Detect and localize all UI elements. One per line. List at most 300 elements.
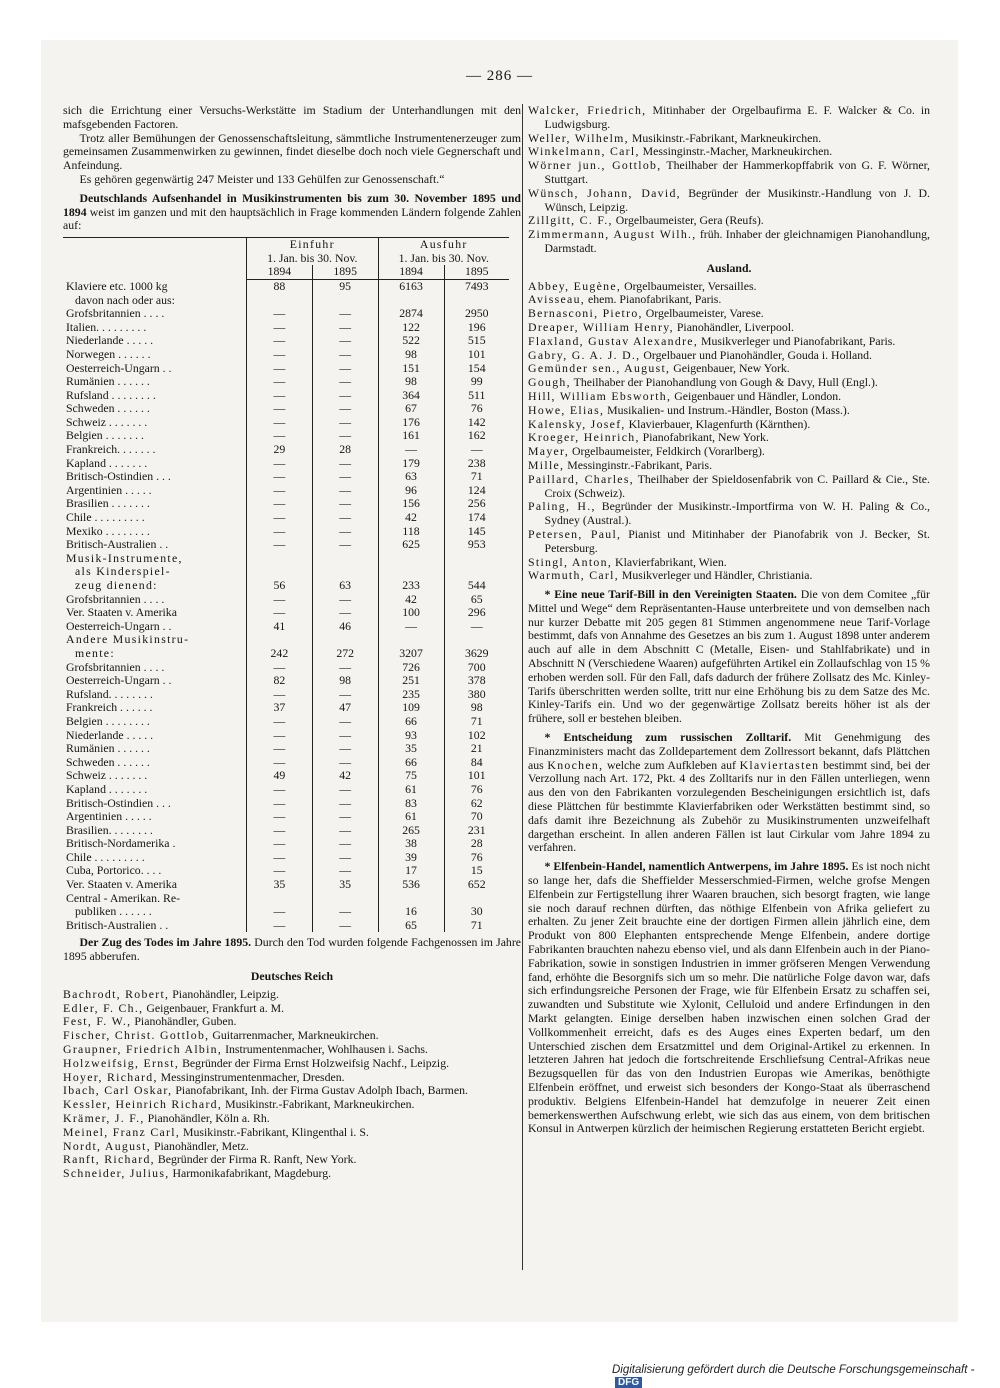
cell-a94: 118 — [378, 525, 444, 539]
table-row — [63, 402, 509, 416]
row-label: Chile . . . . . . . . . — [66, 511, 145, 525]
obituary-entry — [63, 1112, 521, 1126]
cell-e94: — — [247, 905, 313, 919]
row-label: Schweden . . . . . . — [66, 402, 150, 416]
intro-paragraph: Trotz aller Bemühungen der Genossenschaftsleitung, sämmtliche Instrumentenerzeuger zum gemeinsamen Zusammenwirken zu gewinnen, findet dieselbe doch noch viele Gegnerschaft und Anfeindung. — [63, 130, 521, 173]
table-row — [63, 797, 509, 811]
table-row — [63, 538, 509, 552]
cell-a95: 101 — [444, 348, 509, 362]
cell-a95 — [444, 892, 509, 906]
table-row — [63, 674, 509, 688]
obituary-entry — [528, 528, 930, 556]
row-label: Rufsland . . . . . . . . — [66, 388, 156, 402]
period-header: 1. Jan. bis 30. Nov. — [378, 252, 509, 266]
cell-a95: 71 — [444, 715, 509, 729]
row-label: Frankreich. . . . . . . — [66, 443, 156, 457]
obituary-name: Gough, — [528, 375, 571, 390]
cell-a95: 62 — [444, 797, 509, 811]
cell-e94: — — [247, 824, 313, 838]
table-row — [63, 511, 509, 525]
obituary-name: Bachrodt, Robert, — [63, 986, 170, 1001]
obituary-entry — [63, 1057, 521, 1071]
row-label: Belgien . . . . . . . — [66, 429, 144, 443]
obituary-entry — [528, 459, 930, 473]
cell-e94 — [247, 565, 313, 579]
obituary-desc: ehem. Pianofabrikant, Paris. — [587, 292, 722, 307]
obituary-desc: Pianohändler, Leipzig. — [172, 986, 279, 1001]
cell-e94: 56 — [247, 579, 313, 593]
cell-e94: — — [247, 525, 313, 539]
obituary-entry — [528, 187, 930, 215]
cell-e94: — — [247, 606, 313, 620]
obituary-name: Mayer, — [528, 444, 570, 459]
cell-e94: — — [247, 688, 313, 702]
obituary-entry — [528, 104, 930, 132]
table-row — [63, 864, 509, 878]
zolltarif-text: Mit Genehmigung des Finanzministers macht das Zolldepartement dem Zollressort bekannt, dafs Plättchen aus — [528, 730, 930, 772]
cell-e94: — — [247, 375, 313, 389]
table-row — [63, 389, 509, 403]
table-row — [63, 606, 509, 620]
table-row — [63, 892, 509, 906]
obituary-desc: früh. Inhaber der gleichnamigen Pianohandlung, Darmstadt. — [544, 227, 930, 255]
cell-e95: — — [312, 538, 378, 552]
table-row — [63, 837, 509, 851]
table-row — [63, 729, 509, 743]
cell-a95: 3629 — [444, 647, 509, 661]
cell-e94: — — [247, 810, 313, 824]
table-row — [63, 321, 509, 335]
cell-a94: 176 — [378, 416, 444, 430]
cell-e95 — [312, 565, 378, 579]
cell-e95: 95 — [312, 279, 378, 293]
obituary-name: Fischer, Christ. Gottlob, — [63, 1028, 210, 1043]
cell-a95: 162 — [444, 429, 509, 443]
obituary-desc: Musikinstr.-Fabrikant, Klingenthal i. S. — [183, 1124, 369, 1139]
table-row — [63, 715, 509, 729]
obituary-desc: Guitarrenmacher, Markneukirchen. — [212, 1028, 379, 1043]
obituary-desc: Begründer der Firma Ernst Holzweifsig Nachf., Leipzig. — [182, 1055, 450, 1070]
obituary-desc: Pianohändler, Guben. — [134, 1014, 237, 1029]
obituary-name: Stingl, Anton, — [528, 554, 613, 569]
cell-a95: 124 — [444, 484, 509, 498]
trade-table-body — [63, 279, 509, 932]
obituary-entry — [63, 1071, 521, 1085]
obituary-entry — [528, 145, 930, 159]
cell-a94: 42 — [378, 593, 444, 607]
cell-a95: — — [444, 620, 509, 634]
cell-e95: — — [312, 851, 378, 865]
cell-a94: 39 — [378, 851, 444, 865]
row-label: zeug dienend: — [75, 579, 158, 593]
table-row — [63, 348, 509, 362]
cell-a94: 179 — [378, 457, 444, 471]
cell-a95: 7493 — [444, 279, 509, 293]
table-row — [63, 701, 509, 715]
cell-e95: — — [312, 429, 378, 443]
cell-e94: — — [247, 334, 313, 348]
obituary-entry — [63, 988, 521, 1002]
cell-a94: 364 — [378, 389, 444, 403]
cell-e94: — — [247, 416, 313, 430]
obituary-entry — [63, 1015, 521, 1029]
cell-a94: 2874 — [378, 307, 444, 321]
tarif-heading: * Eine neue Tarif-Bill in den Vereinigten Staaten. — [544, 587, 797, 602]
obituary-desc: Orgelbauer und Pianohändler, Gouda i. Holland. — [643, 347, 872, 362]
scanned-page — [41, 40, 958, 1322]
obituary-name: Krämer, J. F., — [63, 1111, 145, 1126]
obituary-entry — [528, 418, 930, 432]
zolltarif-text: bestimmt sind, bei der Verzollung nach Art. 172, Pkt. 4 des Zolltarifs nur in den Fällen unterliegen, wenn aus den von den Fabrikanten vorzulegenden Bescheinigungen ersichtlich ist, dafs diese Plättchen für bestimmte Klavierfabriken oder Werkstätten bestimmt sind, so dafs damit ihre Bezeichnung als Zubehör zu Musikinstrumenten unzweifelhaft dargethan erscheint. In allen anderen Fällen ist laut Cirkular vom Jahre 1894 zu verfahren. — [528, 757, 931, 855]
row-label: Central - Amerikan. Re- — [66, 891, 180, 905]
obituary-entry — [528, 335, 930, 349]
cell-e95: — — [312, 511, 378, 525]
cell-a95: 154 — [444, 362, 509, 376]
obituary-name: Kessler, Heinrich Richard, — [63, 1097, 223, 1112]
table-row — [63, 565, 509, 579]
obituary-entry — [528, 569, 930, 583]
cell-e95: — — [312, 470, 378, 484]
obituary-entry — [528, 362, 930, 376]
cell-a94: 98 — [378, 348, 444, 362]
obituary-name: Paling, H., — [528, 499, 596, 514]
obituary-entry — [63, 1153, 521, 1167]
cell-a94: 161 — [378, 429, 444, 443]
row-label: Schweden . . . . . . — [66, 755, 150, 769]
table-row — [63, 429, 509, 443]
cell-a94: 122 — [378, 321, 444, 335]
cell-a95 — [444, 565, 509, 579]
cell-a94: 726 — [378, 661, 444, 675]
obituary-name: Edler, F. Ch., — [63, 1000, 144, 1015]
cell-e94: — — [247, 715, 313, 729]
obituary-entry — [63, 1043, 521, 1057]
row-label: Niederlande . . . . . — [66, 334, 154, 348]
cell-e95: — — [312, 525, 378, 539]
obituary-name: Paillard, Charles, — [528, 471, 634, 486]
zolltarif-text: welche zum Aufkleben auf — [607, 757, 736, 772]
year-header: 1894 — [247, 265, 313, 279]
cell-a94: 235 — [378, 688, 444, 702]
obituary-desc: Musikverleger und Pianofabrikant, Paris. — [701, 333, 896, 348]
cell-a94 — [378, 552, 444, 566]
cell-a95: 2950 — [444, 307, 509, 321]
period-header: 1. Jan. bis 30. Nov. — [247, 252, 379, 266]
cell-e94: 29 — [247, 443, 313, 457]
obituary-entry — [528, 349, 930, 363]
cell-e94: — — [247, 402, 313, 416]
obituary-desc: Pianohändler, Liverpool. — [676, 319, 794, 334]
column-rule — [522, 104, 523, 1270]
row-label: Schweiz . . . . . . . — [66, 415, 148, 429]
cell-a94: 66 — [378, 715, 444, 729]
obituary-desc: Mitinhaber der Orgelbaufirma E. F. Walcker & Co. in Ludwigsburg. — [544, 103, 930, 131]
obituary-desc: Geigenbauer und Händler, London. — [674, 388, 842, 403]
cell-e95: — — [312, 321, 378, 335]
cell-e94: — — [247, 362, 313, 376]
zolltarif-heading: * Entscheidung zum russischen Zolltarif. — [544, 730, 792, 745]
obituary-entry — [528, 214, 930, 228]
table-row — [63, 919, 509, 933]
row-label: publiken . . . . . . — [75, 905, 152, 919]
left-column — [63, 104, 521, 1181]
obituary-desc: Klavierbauer, Klagenfurth (Kärnthen). — [628, 416, 811, 431]
cell-e94: — — [247, 837, 313, 851]
cell-a95: 70 — [444, 810, 509, 824]
page-number: — 286 — — [466, 68, 533, 84]
row-label: Brasilien . . . . . . . — [66, 497, 150, 511]
cell-e94: 37 — [247, 701, 313, 715]
table-row — [63, 334, 509, 348]
cell-e94: — — [247, 661, 313, 675]
cell-e94 — [247, 294, 313, 308]
table-row — [63, 688, 509, 702]
obituary-entry — [528, 445, 930, 459]
obituary-name: Gabry, G. A. J. D., — [528, 347, 641, 362]
cell-e95: — — [312, 919, 378, 933]
cell-e95: — — [312, 457, 378, 471]
obituary-entry — [63, 1002, 521, 1016]
cell-a94: 61 — [378, 810, 444, 824]
cell-a95: 296 — [444, 606, 509, 620]
cell-a94: 151 — [378, 362, 444, 376]
table-row — [63, 620, 509, 634]
elfenbein-heading: * Elfenbein-Handel, namentlich Antwerpens, im Jahre 1895. — [544, 859, 849, 874]
cell-a94: 98 — [378, 375, 444, 389]
cell-e95: — — [312, 362, 378, 376]
obituary-name: Nordt, August, — [63, 1138, 152, 1153]
obituary-name: Wünsch, Johann, David, — [528, 185, 681, 200]
table-row — [63, 905, 509, 919]
cell-e95: — — [312, 334, 378, 348]
cell-a94: 61 — [378, 783, 444, 797]
obituary-name: Wörner jun., Gottlob, — [528, 158, 662, 173]
cell-e95: — — [312, 905, 378, 919]
cell-e94: — — [247, 497, 313, 511]
cell-a94: 35 — [378, 742, 444, 756]
cell-e95: — — [312, 606, 378, 620]
obituary-desc: Instrumentenmacher, Wohlhausen i. Sachs. — [225, 1042, 428, 1057]
table-row — [63, 878, 509, 892]
cell-e95: — — [312, 688, 378, 702]
obituary-name: Ibach, Carl Oskar, — [63, 1083, 173, 1098]
row-label: Kapland . . . . . . . — [66, 456, 148, 470]
elfenbein-article — [528, 860, 930, 1136]
obituary-name: Bernasconi, Pietro, — [528, 306, 643, 321]
digitization-footer — [612, 1364, 996, 1388]
obituary-entry — [63, 1140, 521, 1154]
obituary-desc: Musikinstr.-Fabrikant, Markneukirchen. — [631, 130, 822, 145]
cell-a94 — [378, 565, 444, 579]
cell-e95: 63 — [312, 579, 378, 593]
cell-a95: 238 — [444, 457, 509, 471]
obituary-entry — [63, 1126, 521, 1140]
cell-e95: 46 — [312, 620, 378, 634]
obituary-desc: Orgelbaumeister, Feldkirch (Vorarlberg). — [572, 444, 765, 459]
cell-a95: 76 — [444, 851, 509, 865]
row-label: Andere Musikinstru- — [66, 633, 190, 647]
cell-a95: 76 — [444, 783, 509, 797]
cell-a94: 63 — [378, 470, 444, 484]
obituary-name: Winkelmann, Carl, — [528, 144, 640, 159]
obituary-name: Abbey, Eugène, — [528, 278, 622, 293]
row-label: Norwegen . . . . . . — [66, 347, 151, 361]
tarif-article — [528, 588, 930, 726]
row-label: Oesterreich-Ungarn . . — [66, 619, 172, 633]
obituary-name: Mille, — [528, 457, 565, 472]
row-label: Oesterreich-Ungarn . . — [66, 361, 172, 375]
obituary-name: Kalensky, Josef, — [528, 416, 626, 431]
table-row — [63, 647, 509, 661]
row-label: mente: — [75, 646, 115, 660]
row-label: Schweiz . . . . . . . — [66, 769, 148, 783]
cell-a95: 145 — [444, 525, 509, 539]
row-label: Rumänien . . . . . . — [66, 742, 150, 756]
cell-e94: — — [247, 348, 313, 362]
row-label: Britisch-Ostindien . . . — [66, 796, 171, 810]
cell-e95 — [312, 633, 378, 647]
cell-a95: 544 — [444, 579, 509, 593]
cell-a94: 625 — [378, 538, 444, 552]
obituary-name: Kroeger, Heinrich, — [528, 430, 640, 445]
cell-e95: 28 — [312, 443, 378, 457]
cell-e94: — — [247, 593, 313, 607]
obituary-desc: Musikinstr.-Fabrikant, Markneukirchen. — [225, 1097, 415, 1112]
obituary-name: Ranft, Richard, — [63, 1152, 155, 1167]
cell-a94: 522 — [378, 334, 444, 348]
table-row — [63, 552, 509, 566]
cell-e95: — — [312, 348, 378, 362]
row-label: Ver. Staaten v. Amerika — [66, 606, 177, 620]
cell-e94: 242 — [247, 647, 313, 661]
row-label: Oesterreich-Ungarn . . — [66, 674, 172, 688]
cell-a95: 511 — [444, 389, 509, 403]
obituary-list-ausland — [528, 280, 930, 584]
obituary-entry — [528, 159, 930, 187]
obituary-desc: Begründer der Firma R. Ranft, New York. — [157, 1152, 357, 1167]
obituary-desc: Pianohändler, Köln a. Rh. — [147, 1111, 270, 1126]
cell-e95: — — [312, 783, 378, 797]
cell-e95: — — [312, 715, 378, 729]
obituary-desc: Musikverleger und Händler, Christiania. — [621, 568, 813, 583]
cell-e95: — — [312, 416, 378, 430]
cell-e94: — — [247, 470, 313, 484]
obituary-name: Schneider, Julius, — [63, 1166, 170, 1181]
cell-a94: 42 — [378, 511, 444, 525]
row-label: Musik-Instrumente, — [66, 551, 183, 565]
cell-e95: — — [312, 661, 378, 675]
table-row — [63, 783, 509, 797]
cell-e95: — — [312, 484, 378, 498]
cell-a94: 100 — [378, 606, 444, 620]
cell-a95: 30 — [444, 905, 509, 919]
cell-e94: 88 — [247, 279, 313, 293]
zolltarif-word: Knochen, — [547, 757, 604, 772]
cell-e94: — — [247, 511, 313, 525]
obituary-desc: Klavierfabrikant, Wien. — [615, 554, 727, 569]
row-label: Ver. Staaten v. Amerika — [66, 878, 177, 892]
cell-a94: 93 — [378, 729, 444, 743]
cell-a94: 83 — [378, 797, 444, 811]
obituary-entry — [528, 228, 930, 256]
cell-a95: 700 — [444, 661, 509, 675]
obituary-desc: Geigenbauer, New York. — [673, 361, 790, 376]
obituary-entry — [528, 390, 930, 404]
cell-e95: 42 — [312, 769, 378, 783]
cell-a95: 102 — [444, 729, 509, 743]
cell-a95: 76 — [444, 402, 509, 416]
cell-a95: 174 — [444, 511, 509, 525]
cell-e94: — — [247, 729, 313, 743]
aussenhandel-heading: Deutschlands Aufsenhandel in Musikinstrumenten bis zum 30. November 1895 und 1894 — [63, 190, 521, 219]
cell-a94 — [378, 892, 444, 906]
row-label: Argentinien . . . . . — [66, 810, 152, 824]
cell-a95: 71 — [444, 919, 509, 933]
cell-a94: 233 — [378, 579, 444, 593]
row-label: Niederlande . . . . . — [66, 728, 154, 742]
obituary-entry — [528, 431, 930, 445]
zolltarif-article — [528, 731, 930, 855]
cell-a95: 98 — [444, 701, 509, 715]
obituary-name: Hill, William Ebsworth, — [528, 388, 672, 403]
obituary-desc: Begründer der Musikinstr.-Importfirma von W. H. Paling & Co., Sydney (Austral.). — [544, 499, 931, 528]
cell-a95: 101 — [444, 769, 509, 783]
obituary-desc: Theilhaber der Pianohandlung von Gough & Davy, Hull (Engl.). — [573, 375, 878, 390]
obituary-name: Hoyer, Richard, — [63, 1069, 158, 1084]
obituary-name: Weller, Wilhelm, — [528, 130, 629, 145]
tarif-text: Die von dem Comitee „für Mittel und Wege“ dem Repräsentanten-Hause unterbreitete und von demselben nach nur kurzer Debatte mit 205 gegen 81 Stimmen angenommene neue Tarif-Vorlage bestimmt, dafs von Annahme des Gesetzes an bis zum 1. August 1898 unter anderem auch auf alle in dem Abschnitt C (Metalle, Eisen- und Stahlfabrikate) und in Abschnitt N (Verschiedene Waaren) aufgeführten Artikel ein Zollaufschlag von 15 % erhoben werden soll. Für den Fall, dafs dadurch der frühere Zollsatz des Mc. Kinley-Tarifs überschritten werden sollte, tritt nur eine Erhöhung bis zu dem Satze des Mc. Kinley-Tarifs ein. Und wo der gegenwärtige Zollsatz bereits höher ist als der frühere, soll er bestehen bleiben. — [528, 587, 930, 726]
row-label: Frankreich . . . . . . — [66, 701, 153, 715]
cell-e94: 35 — [247, 878, 313, 892]
table-row — [63, 525, 509, 539]
table-row — [63, 362, 509, 376]
cell-a95: 515 — [444, 334, 509, 348]
obituary-name: Gemünder sen., August, — [528, 361, 671, 376]
row-label: Rumänien . . . . . . — [66, 375, 150, 389]
cell-a94: — — [378, 443, 444, 457]
cell-e94: — — [247, 307, 313, 321]
cell-e95: — — [312, 375, 378, 389]
obituary-desc: Theilhaber der Spieldosenfabrik von C. Paillard & Cie., Ste. Croix (Schweiz). — [544, 471, 930, 500]
obituary-entry — [528, 321, 930, 335]
obituary-desc: Messinginstr.-Macher, Markneukirchen. — [642, 144, 833, 159]
cell-a95 — [444, 552, 509, 566]
obituary-list-reich — [63, 988, 521, 1181]
cell-e95: 98 — [312, 674, 378, 688]
cell-e94: — — [247, 389, 313, 403]
row-label: Argentinien . . . . . — [66, 483, 152, 497]
row-label: Grofsbritannien . . . . — [66, 307, 165, 321]
cell-a95: 652 — [444, 878, 509, 892]
cell-e95: — — [312, 837, 378, 851]
table-row — [63, 756, 509, 770]
aussenhandel-paragraph — [63, 192, 521, 233]
intro-paragraph: Es gehören gegenwärtig 247 Meister und 133 Gehülfen zur Genossenschaft.“ — [79, 171, 445, 186]
row-label: Britisch-Australien . . — [66, 918, 169, 932]
cell-e94: — — [247, 321, 313, 335]
cell-a94: 67 — [378, 402, 444, 416]
cell-a94: 96 — [378, 484, 444, 498]
obituary-list-reich-cont — [528, 104, 930, 256]
obituary-name: Holzweifsig, Ernst, — [63, 1055, 180, 1070]
obituary-name: Petersen, Paul, — [528, 526, 622, 541]
cell-a95 — [444, 633, 509, 647]
cell-a94: 109 — [378, 701, 444, 715]
cell-a95: 21 — [444, 742, 509, 756]
cell-a95: 65 — [444, 593, 509, 607]
obituary-desc: Geigenbauer, Frankfurt a. M. — [146, 1000, 285, 1015]
cell-e94: — — [247, 851, 313, 865]
